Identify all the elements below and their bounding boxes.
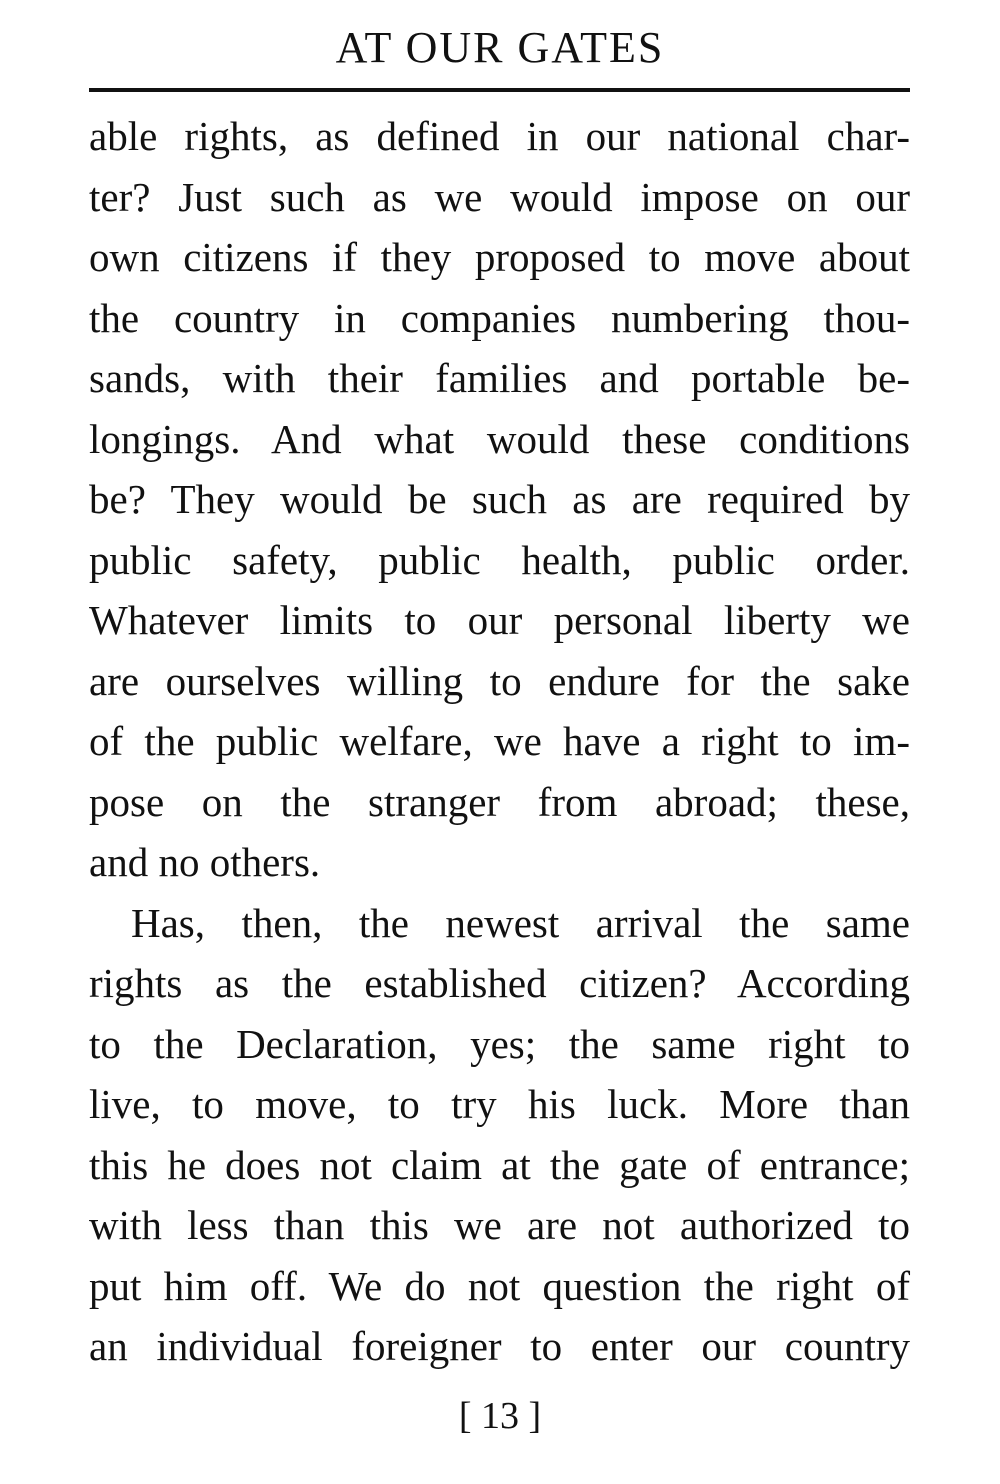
text-line: are ourselves willing to endure for the sake — [89, 657, 910, 704]
text-line: Has, then, the newest arrival the same — [131, 899, 910, 946]
text-line: public safety, public health, public order. — [89, 536, 910, 583]
text-line: ter? Just such as we would impose on our — [89, 173, 910, 220]
text-line: be? They would be such as are required by — [89, 476, 910, 522]
text-line: of the public welfare, we have a right to im- — [89, 718, 910, 764]
running-head-title: AT OUR GATES — [335, 23, 665, 72]
paragraph-1 — [89, 106, 910, 893]
text-line: to the Declaration, yes; the same right to — [89, 1020, 910, 1067]
text-line: an individual foreigner to enter our country — [89, 1323, 910, 1369]
text-line: Whatever limits to our personal liberty we — [89, 597, 910, 643]
text-line: the country in companies numbering thou- — [89, 294, 910, 341]
text-line: live, to move, to try his luck. More than — [89, 1081, 910, 1127]
text-line: longings. And what would these conditions — [89, 415, 910, 462]
text-line: able rights, as defined in our national char- — [89, 113, 910, 159]
text-line: rights as the established citizen? According — [89, 960, 910, 1006]
text-line: put him off. We do not question the right of — [89, 1262, 910, 1309]
text-line: sands, with their families and portable be- — [89, 355, 910, 401]
text-line: this he does not claim at the gate of entrance; — [89, 1141, 910, 1188]
header-rule — [89, 88, 910, 92]
text-line: with less than this we are not authorized to — [89, 1202, 910, 1248]
text-line: and no others. — [89, 839, 321, 885]
paragraph-2 — [89, 893, 910, 1377]
page-body — [89, 106, 910, 1377]
text-line: pose on the stranger from abroad; these, — [89, 778, 910, 825]
text-line: own citizens if they proposed to move about — [89, 234, 910, 280]
page-number: [ 13 ] — [458, 1395, 542, 1437]
